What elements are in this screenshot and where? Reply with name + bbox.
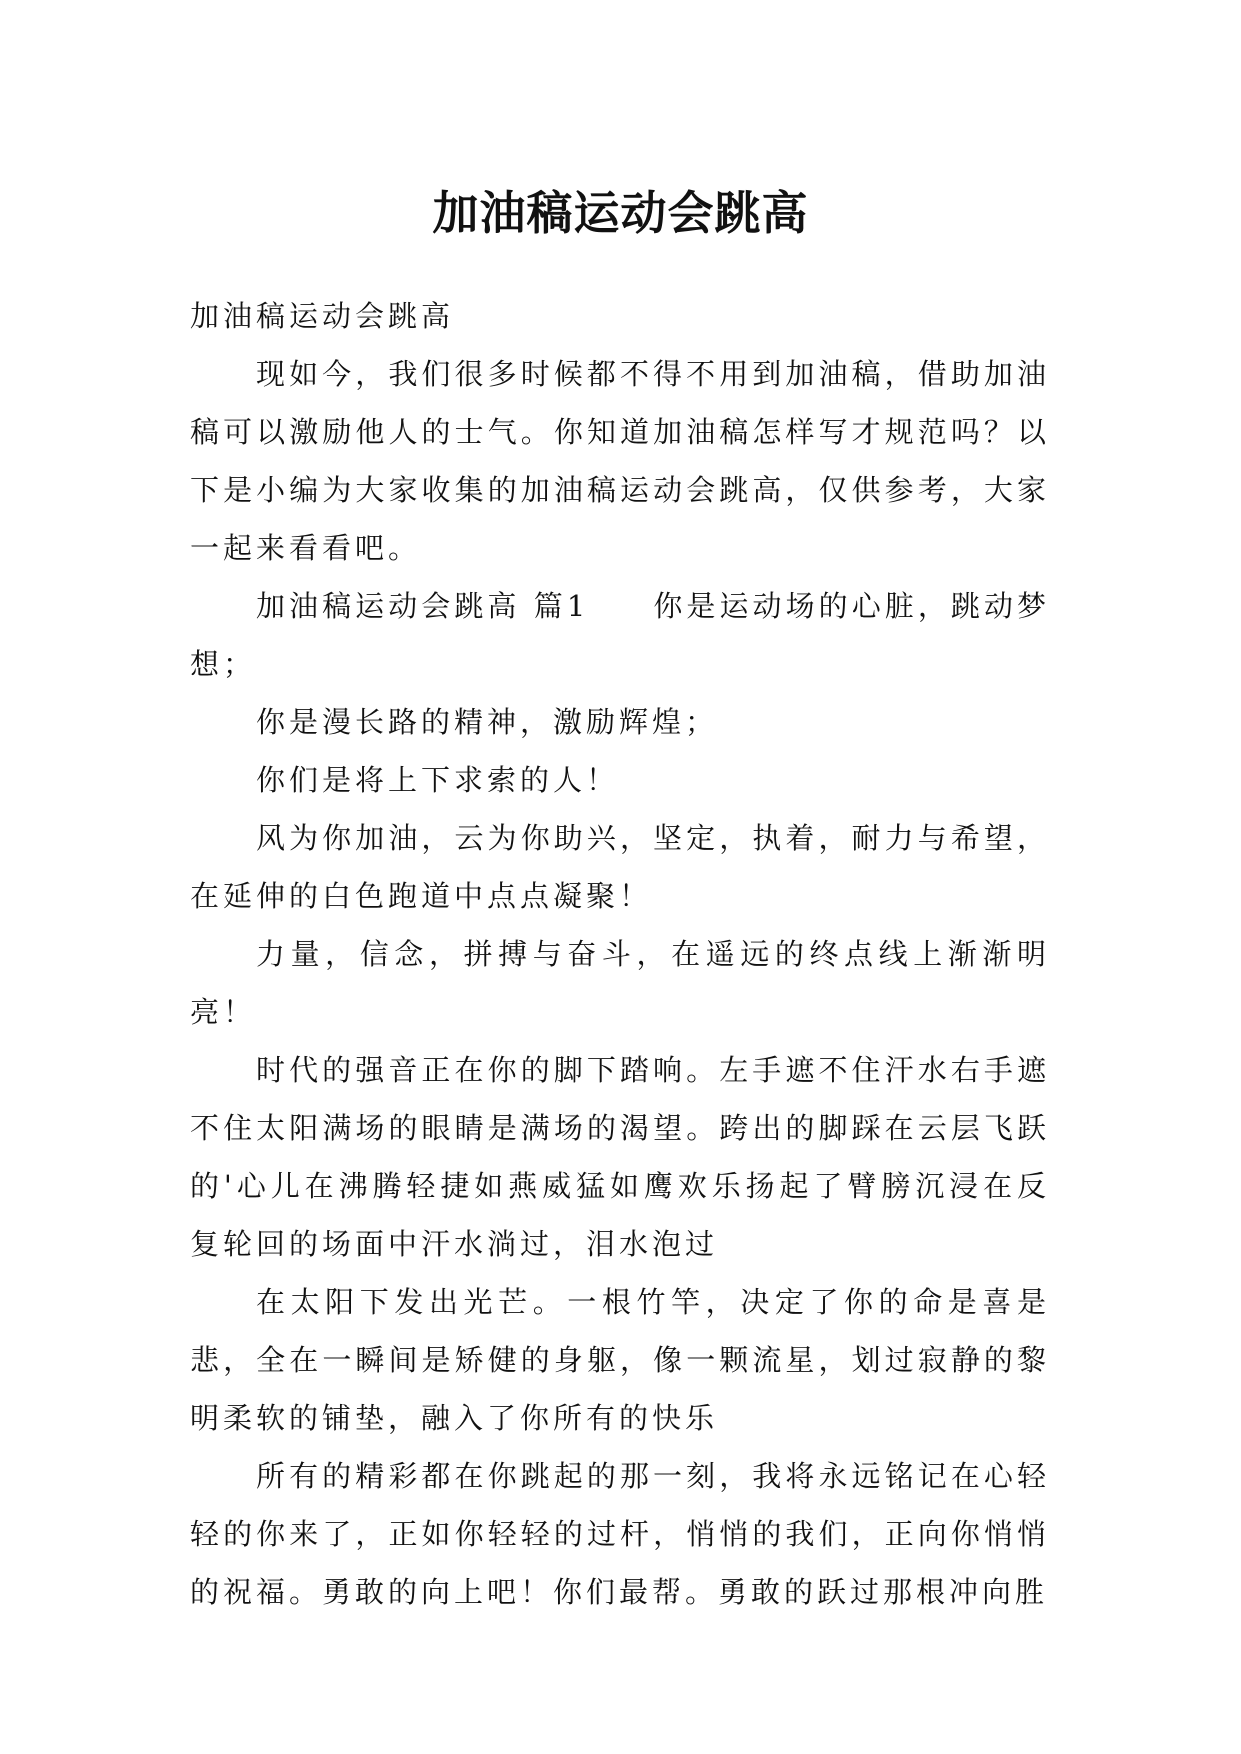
body-paragraph: 所有的精彩都在你跳起的那一刻，我将永远铭记在心轻轻的你来了，正如你轻轻的过杆，悄悄的我们，正向你悄悄的祝福。勇敢的向上吧！你们最帮。勇敢的跃过那根冲向胜 — [190, 1459, 1050, 1609]
intro-paragraph: 现如今，我们很多时候都不得不用到加油稿，借助加油稿可以激励他人的士气。你知道加油稿怎样写才规范吗？以下是小编为大家收集的加油稿运动会跳高，仅供参考，大家一起来看看吧。 — [190, 357, 1050, 565]
document-title: 加油稿运动会跳高 — [432, 185, 809, 240]
section-heading: 加油稿运动会跳高 篇1 — [256, 589, 590, 623]
body-paragraph: 你是漫长路的精神，激励辉煌； — [256, 705, 719, 739]
body-paragraph: 在太阳下发出光芒。一根竹竿，决定了你的命是喜是悲，全在一瞬间是矫健的身躯，像一颗流星，划过寂静的黎明柔软的铺垫，融入了你所有的快乐 — [190, 1285, 1050, 1435]
section-paragraph — [190, 577, 1050, 693]
document-subtitle: 加油稿运动会跳高 — [190, 299, 455, 333]
body-paragraph: 风为你加油，云为你助兴，坚定，执着，耐力与希望，在延伸的白色跑道中点点凝聚！ — [190, 821, 1050, 913]
body-paragraph: 你们是将上下求索的人！ — [256, 763, 620, 797]
section-first-line: 你是运动场的心脏，跳动梦想； — [190, 589, 1050, 681]
body-paragraph: 时代的强音正在你的脚下踏响。左手遮不住汗水右手遮不住太阳满场的眼睛是满场的渴望。跨出的脚踩在云层飞跃的'心儿在沸腾轻捷如燕威猛如鹰欢乐扬起了臂膀沉浸在反复轮回的场面中汗水淌过，泪水泡过 — [190, 1053, 1050, 1261]
document-body — [190, 287, 1050, 1621]
body-paragraph: 力量，信念，拼搏与奋斗，在遥远的终点线上渐渐明亮！ — [190, 937, 1050, 1029]
